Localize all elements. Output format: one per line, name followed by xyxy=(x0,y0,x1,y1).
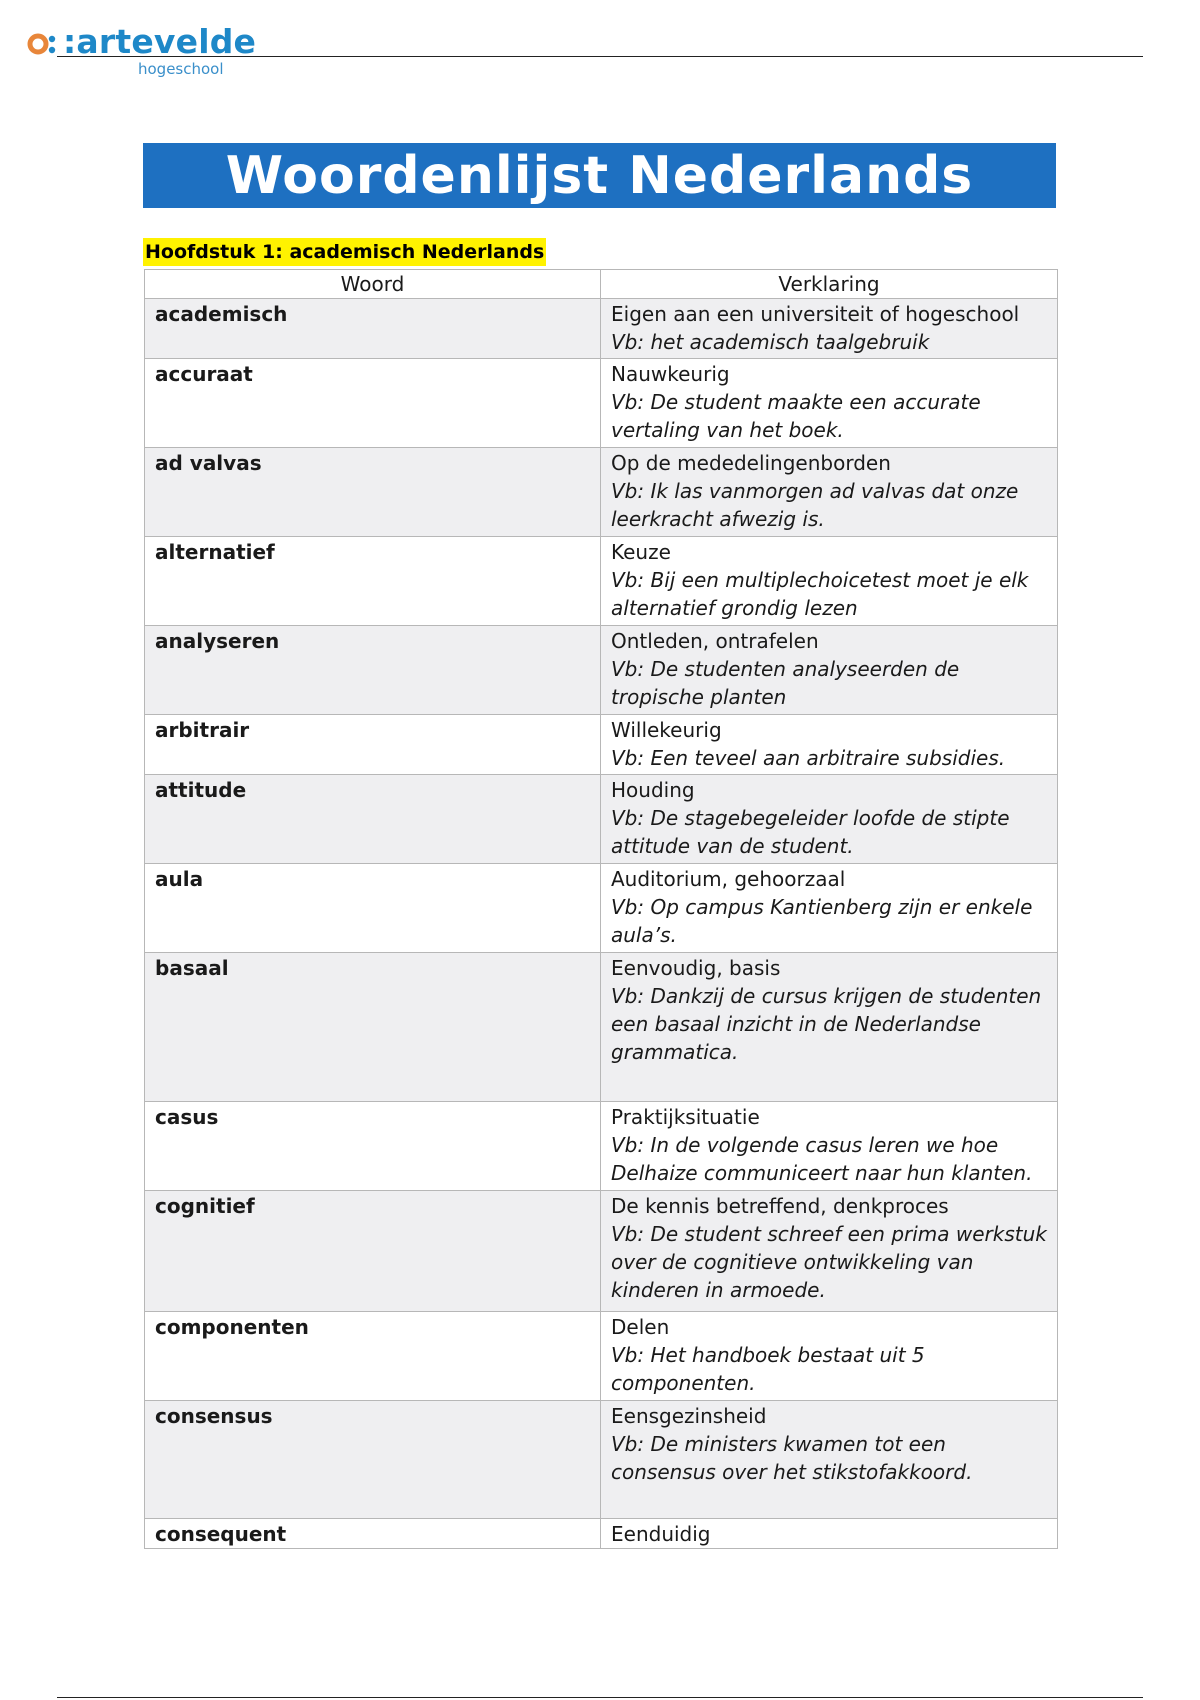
example-text: Vb: De ministers kwamen tot een consensus over het stikstofakkoord. xyxy=(611,1432,973,1484)
definition-text: Eenvoudig, basis xyxy=(611,956,781,980)
definition-text: Willekeurig xyxy=(611,718,722,742)
word-cell xyxy=(145,1401,601,1519)
word-cell xyxy=(145,299,601,359)
table-row xyxy=(145,626,1058,715)
word-text: basaal xyxy=(155,956,229,980)
example-text: Vb: De student schreef een prima werkstuk over de cognitieve ontwikkeling van kinderen in armoede. xyxy=(611,1222,1047,1302)
definition-text: De kennis betreffend, denkproces xyxy=(611,1194,949,1218)
word-cell xyxy=(145,1519,601,1549)
table-row xyxy=(145,1401,1058,1519)
explanation-cell xyxy=(601,299,1058,359)
logo-wordmark: :artevelde xyxy=(63,22,257,61)
title-banner xyxy=(143,143,1056,208)
word-text: consequent xyxy=(155,1522,287,1546)
table-row xyxy=(145,715,1058,775)
explanation-cell xyxy=(601,775,1058,864)
word-cell xyxy=(145,1312,601,1401)
example-text: Vb: Bij een multiplechoicetest moet je elk alternatief grondig lezen xyxy=(611,568,1029,620)
word-cell xyxy=(145,448,601,537)
artevelde-logo xyxy=(27,22,257,82)
explanation-cell xyxy=(601,1312,1058,1401)
word-cell xyxy=(145,626,601,715)
table-row xyxy=(145,299,1058,359)
table-row xyxy=(145,448,1058,537)
explanation-cell xyxy=(601,359,1058,448)
explanation-cell xyxy=(601,537,1058,626)
word-cell xyxy=(145,1191,601,1312)
explanation-cell xyxy=(601,953,1058,1102)
example-text: Vb: Dankzij de cursus krijgen de studenten een basaal inzicht in de Nederlandse grammatica. xyxy=(611,984,1042,1064)
example-text: Vb: De studenten analyseerden de tropische planten xyxy=(611,657,960,709)
definition-text: Delen xyxy=(611,1315,670,1339)
example-text: Vb: De student maakte een accurate vertaling van het boek. xyxy=(611,390,981,442)
table-row xyxy=(145,775,1058,864)
word-cell xyxy=(145,775,601,864)
chapter-heading: Hoofdstuk 1: academisch Nederlands xyxy=(143,238,546,266)
explanation-cell xyxy=(601,1102,1058,1191)
definition-text: Houding xyxy=(611,778,695,802)
word-text: cognitief xyxy=(155,1194,255,1218)
word-text: componenten xyxy=(155,1315,309,1339)
definition-text: Praktijksituatie xyxy=(611,1105,760,1129)
word-text: attitude xyxy=(155,778,247,802)
table-row xyxy=(145,1102,1058,1191)
example-text: Vb: Een teveel aan arbitraire subsidies. xyxy=(611,746,1006,770)
column-header-explanation: Verklaring xyxy=(601,270,1058,299)
page-title: Woordenlijst Nederlands xyxy=(225,145,974,206)
word-text: academisch xyxy=(155,302,288,326)
example-text: Vb: Het handboek bestaat uit 5 componenten. xyxy=(611,1343,925,1395)
logo-mark-icon xyxy=(27,30,57,60)
word-cell xyxy=(145,864,601,953)
word-text: analyseren xyxy=(155,629,280,653)
word-cell xyxy=(145,537,601,626)
definition-text: Ontleden, ontrafelen xyxy=(611,629,819,653)
table-row xyxy=(145,359,1058,448)
definition-text: Eenduidig xyxy=(611,1522,711,1546)
word-text: aula xyxy=(155,867,204,891)
logo-subtitle: hogeschool xyxy=(138,60,224,78)
word-text: casus xyxy=(155,1105,219,1129)
definition-text: Keuze xyxy=(611,540,671,564)
word-text: arbitrair xyxy=(155,718,250,742)
example-text: Vb: In de volgende casus leren we hoe Delhaize communiceert naar hun klanten. xyxy=(611,1133,1033,1185)
word-cell xyxy=(145,359,601,448)
word-text: alternatief xyxy=(155,540,275,564)
table-row xyxy=(145,1312,1058,1401)
table-row xyxy=(145,864,1058,953)
table-row xyxy=(145,1191,1058,1312)
definition-text: Op de mededelingenborden xyxy=(611,451,891,475)
header-rule xyxy=(57,56,1143,57)
explanation-cell xyxy=(601,1519,1058,1549)
table-row xyxy=(145,1519,1058,1549)
word-cell xyxy=(145,1102,601,1191)
example-text: Vb: Op campus Kantienberg zijn er enkele aula’s. xyxy=(611,895,1033,947)
definition-text: Nauwkeurig xyxy=(611,362,730,386)
explanation-cell xyxy=(601,1191,1058,1312)
example-text: Vb: het academisch taalgebruik xyxy=(611,330,930,354)
definition-text: Auditorium, gehoorzaal xyxy=(611,867,846,891)
table-row xyxy=(145,953,1058,1102)
definition-text: Eensgezinsheid xyxy=(611,1404,767,1428)
word-text: ad valvas xyxy=(155,451,262,475)
footer-rule xyxy=(57,1697,1143,1698)
word-text: consensus xyxy=(155,1404,273,1428)
word-cell xyxy=(145,715,601,775)
word-text: accuraat xyxy=(155,362,253,386)
column-header-word: Woord xyxy=(145,270,601,299)
explanation-cell xyxy=(601,864,1058,953)
example-text: Vb: Ik las vanmorgen ad valvas dat onze leerkracht afwezig is. xyxy=(611,479,1019,531)
vocabulary-table xyxy=(144,269,1058,1549)
table-row xyxy=(145,537,1058,626)
explanation-cell xyxy=(601,1401,1058,1519)
table-header-row xyxy=(145,270,1058,299)
explanation-cell xyxy=(601,715,1058,775)
example-text: Vb: De stagebegeleider loofde de stipte attitude van de student. xyxy=(611,806,1010,858)
explanation-cell xyxy=(601,626,1058,715)
explanation-cell xyxy=(601,448,1058,537)
definition-text: Eigen aan een universiteit of hogeschool xyxy=(611,302,1020,326)
word-cell xyxy=(145,953,601,1102)
